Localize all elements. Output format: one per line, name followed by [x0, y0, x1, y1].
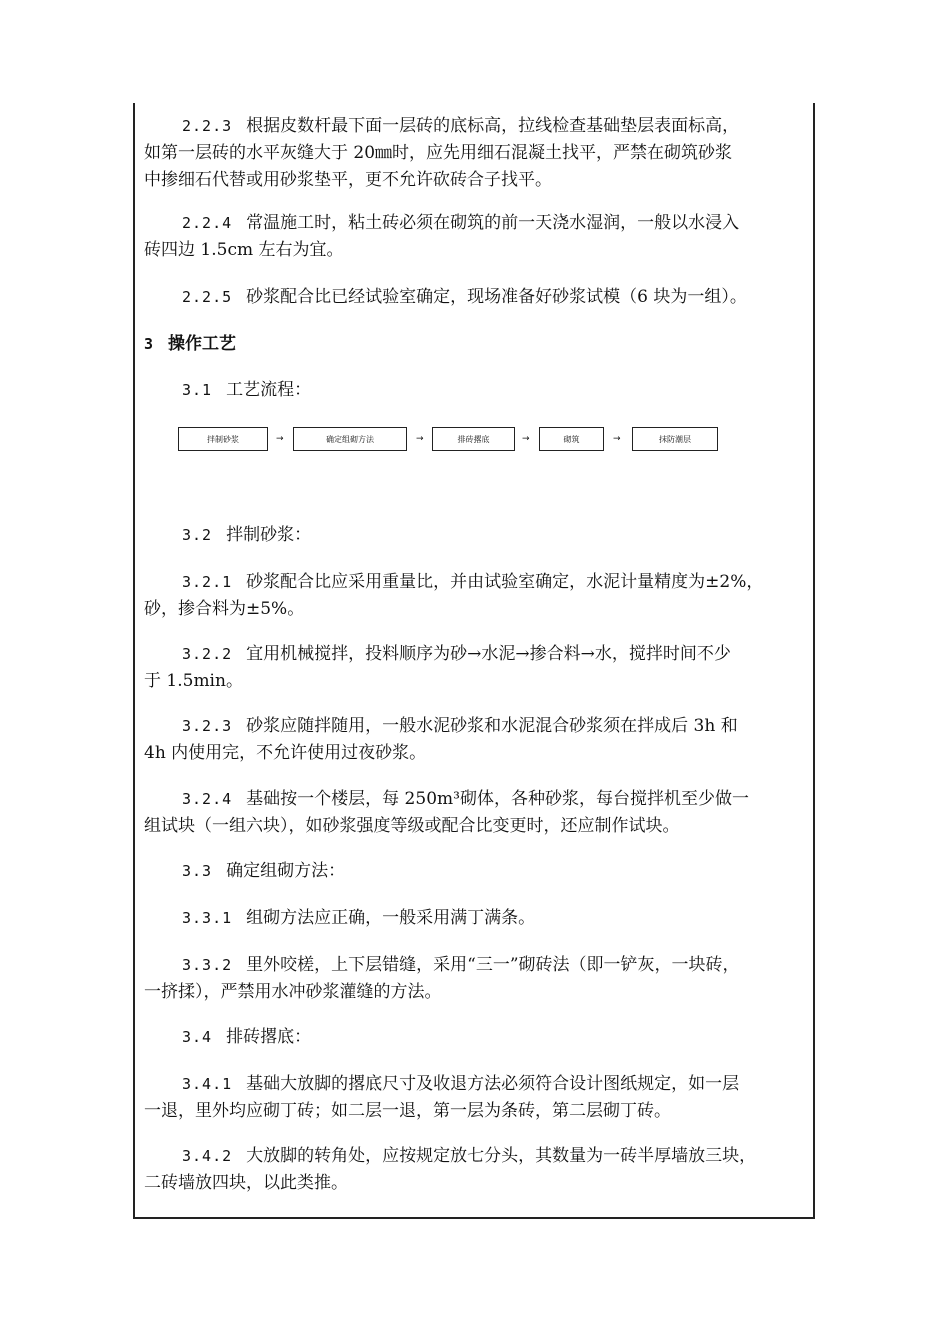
- clause-text: 确定组砌方法：: [226, 861, 346, 881]
- paragraph-3-3-2: [144, 952, 808, 1006]
- section-number: 3: [144, 335, 155, 353]
- paragraph-3-3: [144, 858, 808, 885]
- clause-number: 2.2.4: [182, 214, 233, 232]
- section-title: 操作工艺: [168, 334, 237, 353]
- clause-number: 3.2.3: [182, 717, 233, 735]
- clause-number: 2.2.5: [182, 288, 233, 306]
- paragraph-3-1: [144, 377, 808, 404]
- clause-text: 组砌方法应正确，一般采用满丁满条。: [246, 908, 536, 928]
- clause-text-cont: 砂，掺合料为±5%。: [144, 599, 305, 619]
- clause-text: 里外咬槎，上下层错缝，采用“三一”砌砖法（即一铲灰，一块砖，: [246, 955, 740, 975]
- clause-text: 宜用机械搅拌，投料顺序为砂→水泥→掺合料→水，搅拌时间不少: [246, 644, 731, 664]
- clause-text-cont: 于 1.5min。: [144, 671, 243, 691]
- paragraph-3-4-2: [144, 1143, 808, 1197]
- flow-step-mix-mortar: 拌制砂浆: [178, 427, 268, 451]
- clause-text: 基础按一个楼层，每 250m³砌体，各种砂浆，每台搅拌机至少做一: [246, 789, 749, 809]
- clause-text-cont: 4h 内使用完，不允许使用过夜砂浆。: [144, 743, 427, 763]
- paragraph-2-2-4: [144, 210, 808, 264]
- clause-text-cont: 一退，里外均应砌丁砖；如二层一退，第一层为条砖，第二层砌丁砖。: [144, 1101, 671, 1121]
- clause-text: 常温施工时，粘土砖必须在砌筑的前一天浇水湿润，一般以水浸入: [246, 213, 740, 233]
- paragraph-3-4: [144, 1024, 808, 1051]
- paragraph-3-2-1: [144, 569, 808, 623]
- flow-arrow: →: [416, 434, 424, 444]
- flow-arrow: →: [613, 434, 621, 444]
- flow-step-bond-method: 确定组砌方法: [293, 427, 407, 451]
- paragraph-3-2: [144, 522, 808, 549]
- clause-text-cont: 如第一层砖的水平灰缝大于 20㎜时，应先用细石混凝土找平，严禁在砌筑砂浆: [144, 143, 733, 163]
- paragraph-3-2-3: [144, 713, 808, 767]
- clause-text: 砂浆配合比已经试验室确定，现场准备好砂浆试模（6 块为一组）。: [246, 287, 747, 307]
- clause-text-cont: 中掺细石代替或用砂浆垫平，更不允许砍砖合子找平。: [144, 170, 552, 190]
- paragraph-3-2-2: [144, 641, 808, 695]
- clause-number: 3.2.4: [182, 790, 233, 808]
- paragraph-2-2-5: [144, 284, 808, 311]
- clause-text: 排砖撂底：: [226, 1027, 312, 1047]
- clause-number: 2.2.3: [182, 117, 233, 135]
- clause-text: 工艺流程：: [226, 380, 312, 400]
- paragraph-3-2-4: [144, 786, 808, 840]
- clause-text: 拌制砂浆：: [226, 525, 312, 545]
- clause-text-cont: 一挤揉），严禁用水冲砂浆灌缝的方法。: [144, 982, 442, 1002]
- flow-step-lay-out-bricks: 排砖撂底: [432, 427, 515, 451]
- clause-text-cont: 二砖墙放四块，以此类推。: [144, 1173, 348, 1193]
- clause-text: 根据皮数杆最下面一层砖的底标高，拉线检查基础垫层表面标高，: [246, 116, 740, 136]
- clause-number: 3.2.2: [182, 645, 233, 663]
- paragraph-3-4-1: [144, 1071, 808, 1125]
- clause-number: 3.4.1: [182, 1075, 233, 1093]
- clause-text: 砂浆应随拌随用，一般水泥砂浆和水泥混合砂浆须在拌成后 3h 和: [246, 716, 738, 736]
- clause-text-cont: 砖四边 1.5cm 左右为宜。: [144, 240, 344, 260]
- flow-step-damp-proof-layer: 抹防潮层: [632, 427, 718, 451]
- clause-text: 砂浆配合比应采用重量比，并由试验室确定，水泥计量精度为±2%，: [246, 572, 764, 592]
- clause-text: 基础大放脚的撂底尺寸及收退方法必须符合设计图纸规定，如一层: [246, 1074, 740, 1094]
- clause-number: 3.2.1: [182, 573, 233, 591]
- section-heading-3: [144, 330, 808, 358]
- flow-step-masonry: 砌筑: [539, 427, 604, 451]
- clause-number: 3.1: [182, 381, 213, 399]
- clause-number: 3.4.2: [182, 1147, 233, 1165]
- clause-text: 大放脚的转角处，应按规定放七分头，其数量为一砖半厚墙放三块，: [246, 1146, 757, 1166]
- clause-number: 3.2: [182, 526, 213, 544]
- flow-arrow: →: [276, 434, 284, 444]
- paragraph-3-3-1: [144, 905, 808, 932]
- clause-number: 3.3.1: [182, 909, 233, 927]
- clause-number: 3.3: [182, 862, 213, 880]
- clause-text-cont: 组试块（一组六块），如砂浆强度等级或配合比变更时，还应制作试块。: [144, 816, 680, 836]
- process-flow-diagram: [178, 427, 718, 453]
- flow-arrow: →: [522, 434, 530, 444]
- clause-number: 3.3.2: [182, 956, 233, 974]
- clause-number: 3.4: [182, 1028, 213, 1046]
- paragraph-2-2-3: [144, 113, 808, 194]
